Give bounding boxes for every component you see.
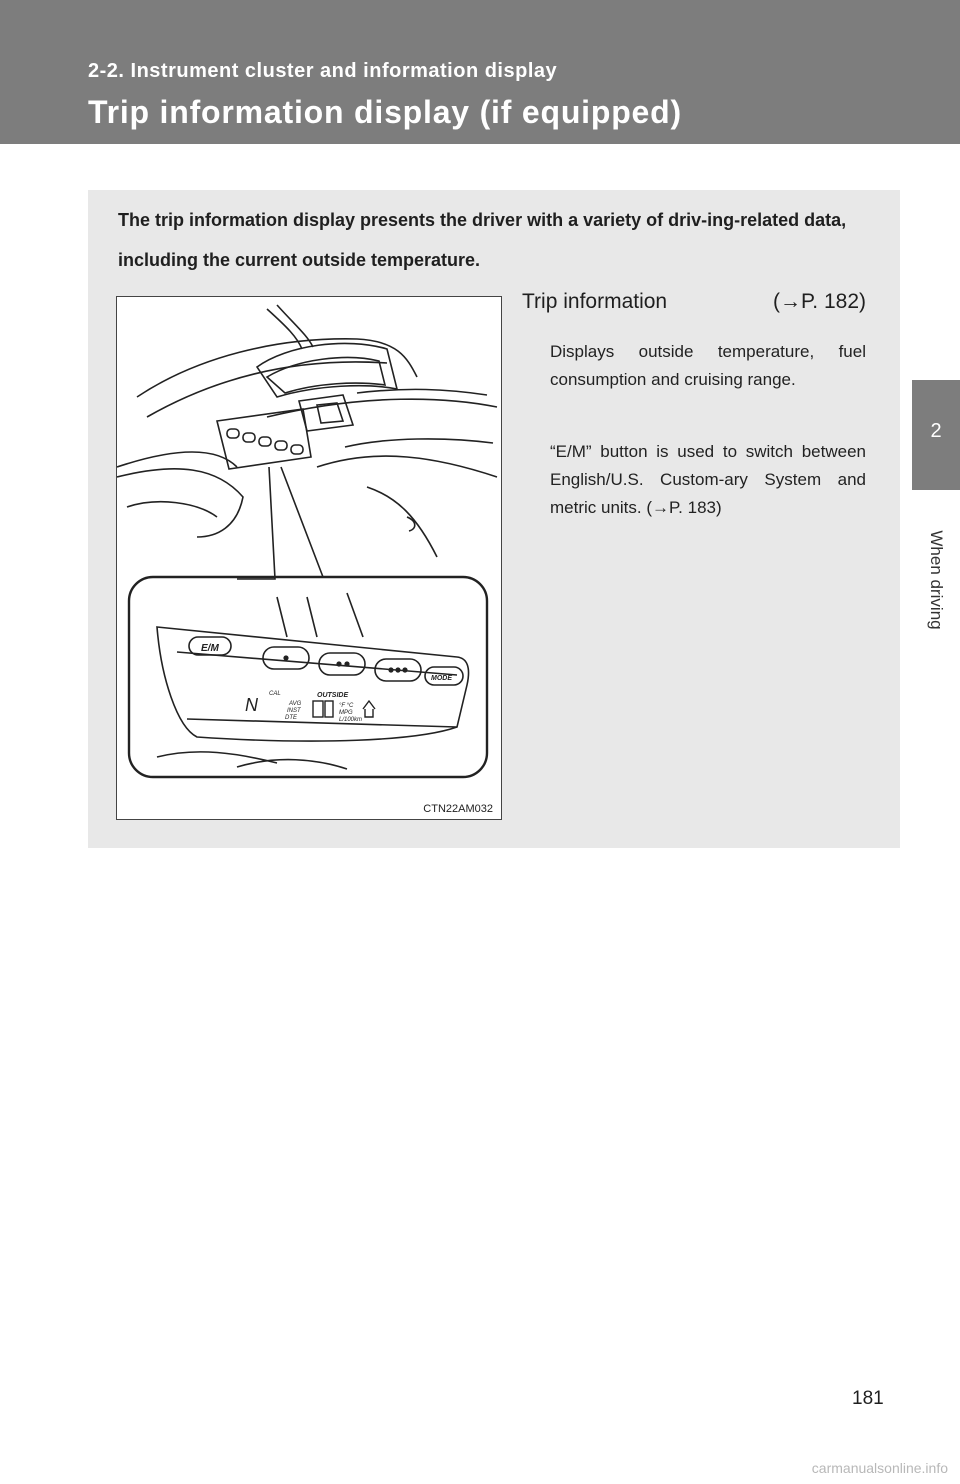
em-button-paragraph: “E/M” button is used to switch between English/U.S. Custom-ary System and metric units. (→P. 183): [550, 442, 866, 517]
cal-label: CAL: [269, 691, 281, 697]
page-title: Trip information display (if equipped): [88, 94, 682, 130]
page-reference-link[interactable]: (→P. 182): [773, 290, 866, 313]
overhead-console-illustration: [116, 296, 502, 820]
chapter-name: When driving: [927, 530, 946, 630]
temp-unit-label: °F °C: [339, 703, 354, 709]
mode-button-label: MODE: [431, 675, 452, 682]
dte-label: DTE: [285, 715, 297, 721]
em-button-label: E/M: [201, 643, 219, 654]
item-title: Trip information: [522, 290, 668, 313]
item-heading: [522, 290, 866, 314]
inst-label: INST: [287, 708, 301, 714]
avg-label: AVG: [289, 701, 302, 707]
compass-letter: N: [245, 695, 258, 715]
illustration-drawing: [117, 297, 501, 819]
figure-code: CTN22AM032: [423, 803, 493, 815]
intro-text: The trip information display presents the driver with a variety of driv-ing-related data, including the current outside temperature.: [118, 210, 847, 270]
mpg-label: MPG: [339, 710, 353, 716]
section-label: 2-2. Instrument cluster and information display: [88, 60, 558, 82]
page-number: 181: [852, 1388, 884, 1409]
chapter-number: 2: [930, 420, 942, 442]
outside-label: OUTSIDE: [317, 692, 349, 699]
watermark: carmanualsonline.info: [811, 1460, 948, 1476]
l100km-label: L/100km: [339, 717, 363, 723]
description-paragraph: Displays outside temperature, fuel consumption and cruising range.: [550, 342, 866, 389]
